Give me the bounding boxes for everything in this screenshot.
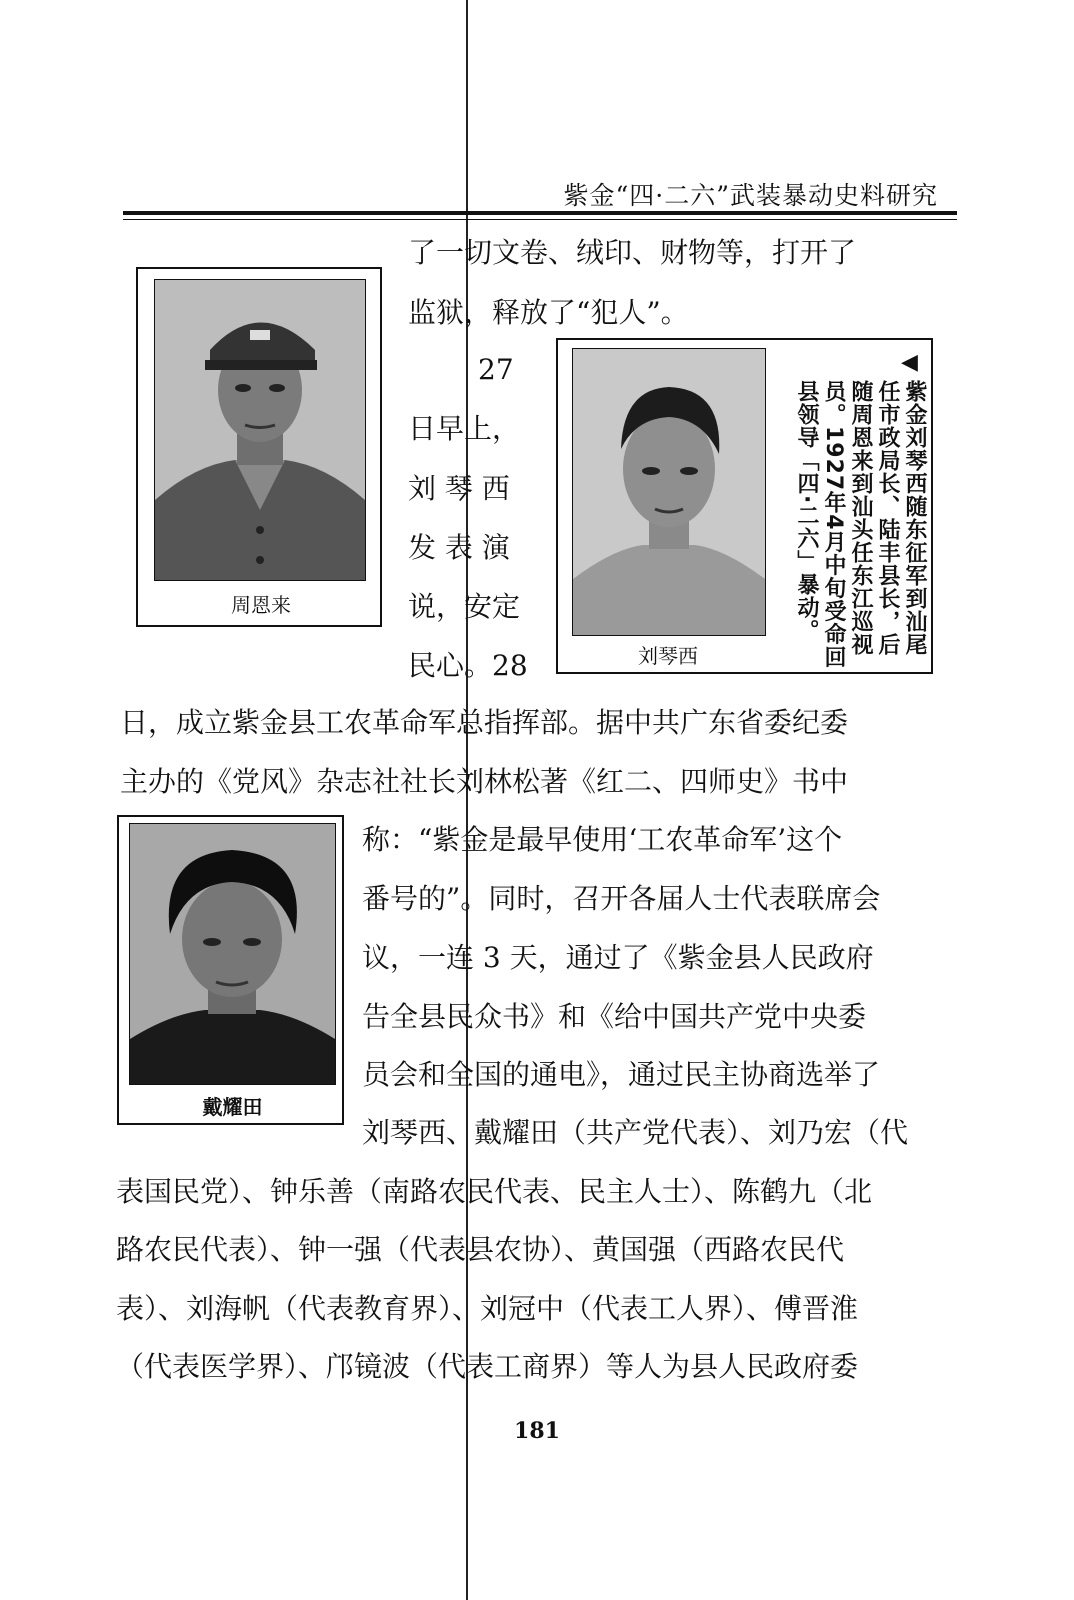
body-line-15: 员会和全国的通电》，通过民主协商选举了 [362, 1058, 881, 1091]
running-header-title: 紫金“四·二六”武装暴动史料研究 [563, 181, 938, 210]
body-line-16: 刘琴西、戴耀田（共产党代表）、刘乃宏（代 [362, 1116, 909, 1149]
photo-frame-zhou [136, 267, 382, 627]
body-line-2: 监狱，释放了“犯人”。 [408, 296, 689, 329]
body-line-6: 发 表 演 [408, 531, 510, 564]
body-line-19: 表）、刘海帆（代表教育界）、刘冠中（代表工人界）、傅晋淮 [116, 1292, 859, 1325]
body-line-9: 日，成立紫金县工农革命军总指挥部。据中共广东省委纪委 [120, 706, 849, 739]
body-line-4: 日早上， [408, 412, 521, 445]
header-rule-thin [123, 219, 957, 220]
liu-qinxi-bio-note: 紫金刘琴西随东征军到汕尾任市政局长、陆丰县长，后随周恩来到汕头任东江巡视员。1927年4月中旬受命回县领导「四·二六」暴动。 [794, 380, 927, 669]
body-line-17: 表国民党）、钟乐善（南路农民代表、民主人士）、陈鹤九（北 [116, 1175, 873, 1208]
caption-liu-qinxi: 刘琴西 [638, 644, 698, 668]
body-line-14: 告全县民众书》和《给中国共产党中央委 [362, 1000, 867, 1033]
body-line-5: 刘 琴 西 [408, 472, 510, 505]
liu-note-arrow-icon: ◀ [897, 350, 922, 376]
body-line-3: 27 [478, 353, 514, 386]
body-line-18: 路农民代表）、钟一强（代表县农协）、黄国强（西路农民代 [116, 1233, 845, 1266]
page-number: 181 [514, 1418, 560, 1444]
body-line-12: 番号的”。同时，召开各届人士代表联席会 [362, 882, 881, 915]
portrait-dai-yaotian [129, 823, 336, 1085]
photo-frame-dai [117, 815, 344, 1125]
photo-frame-liu [556, 338, 933, 674]
portrait-zhou-enlai [154, 279, 366, 581]
caption-dai-yaotian: 戴耀田 [202, 1095, 263, 1119]
header-rule-thick [123, 211, 957, 215]
body-line-8: 民心。28 [408, 649, 528, 682]
body-line-7: 说，安定 [408, 590, 521, 623]
body-line-20: （代表医学界）、邝镜波（代表工商界）等人为县人民政府委 [116, 1350, 859, 1383]
body-line-10: 主办的《党风》杂志社社长刘林松著《红二、四师史》书中 [120, 765, 849, 798]
body-line-13: 议，一连 3 天，通过了《紫金县人民政府 [362, 941, 874, 974]
caption-zhou-enlai: 周恩来 [231, 593, 291, 617]
body-line-11: 称：“紫金是最早使用‘工农革命军’这个 [362, 823, 843, 856]
portrait-liu-qinxi [572, 348, 766, 636]
body-line-1: 了一切文卷、绒印、财物等，打开了 [408, 236, 857, 269]
